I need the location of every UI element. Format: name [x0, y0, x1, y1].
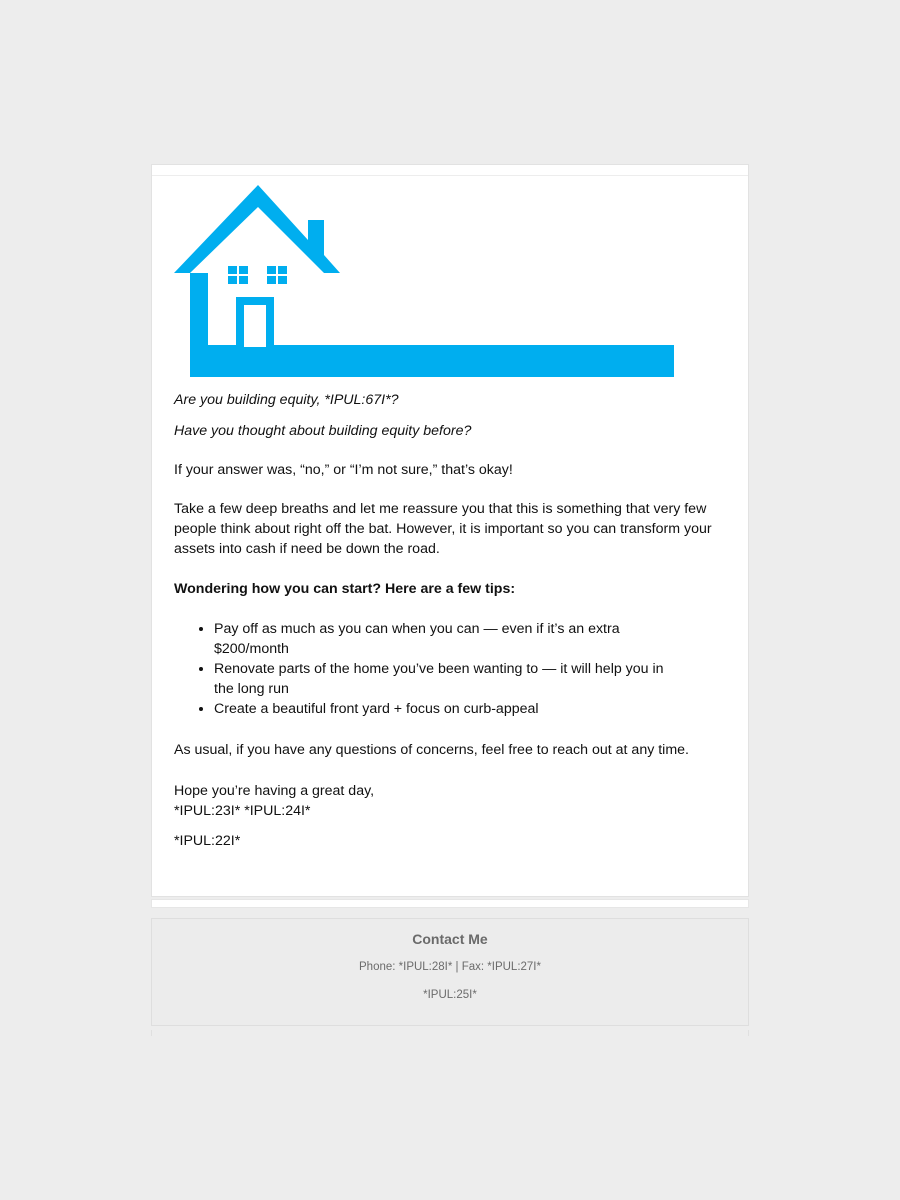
answer-paragraph: If your answer was, “no,” or “I’m not sure,” that’s okay!: [174, 462, 513, 478]
tips-heading: Wondering how you can start? Here are a few tips:: [174, 581, 516, 597]
roof-shape: [174, 185, 340, 273]
tips-list: [174, 619, 684, 719]
bottom-edge: [151, 1030, 749, 1036]
contact-footer: [151, 918, 749, 1026]
list-item: • Pay off as much as you can when you can — even if it’s an extra $200/month: [214, 619, 684, 659]
spacer-strip: [151, 899, 749, 908]
window-left: [228, 266, 248, 284]
reassure-paragraph: Take a few deep breaths and let me reassure you that this is something that very few people think about right off the bat. However, it is important so you can transform your assets into cash if need be down the road.: [174, 501, 712, 557]
list-item: • Create a beautiful front yard + focus on curb-appeal: [214, 699, 684, 719]
ground-bar: [190, 345, 674, 377]
question-2: Have you thought about building equity before?: [174, 423, 472, 439]
footer-email[interactable]: *IPUL:25I*: [423, 989, 477, 1001]
closing-paragraph: As usual, if you have any questions of concerns, feel free to reach out at any time.: [174, 742, 689, 758]
signature-extra: *IPUL:22I*: [174, 833, 241, 849]
footer-title: Contact Me: [412, 931, 488, 947]
email-body: [174, 390, 730, 851]
email-card: [151, 164, 749, 897]
house-logo-icon: [174, 185, 674, 377]
question-1: Are you building equity, *IPUL:67I*?: [174, 392, 399, 408]
list-item: • Renovate parts of the home you’ve been wanting to — it will help you in the long run: [214, 659, 684, 699]
signoff: Hope you’re having a great day,: [174, 783, 375, 799]
signature-name: *IPUL:23I* *IPUL:24I*: [174, 803, 311, 819]
footer-phone-fax: Phone: *IPUL:28I* | Fax: *IPUL:27I*: [359, 961, 541, 973]
divider: [152, 175, 748, 176]
window-right: [267, 266, 287, 284]
